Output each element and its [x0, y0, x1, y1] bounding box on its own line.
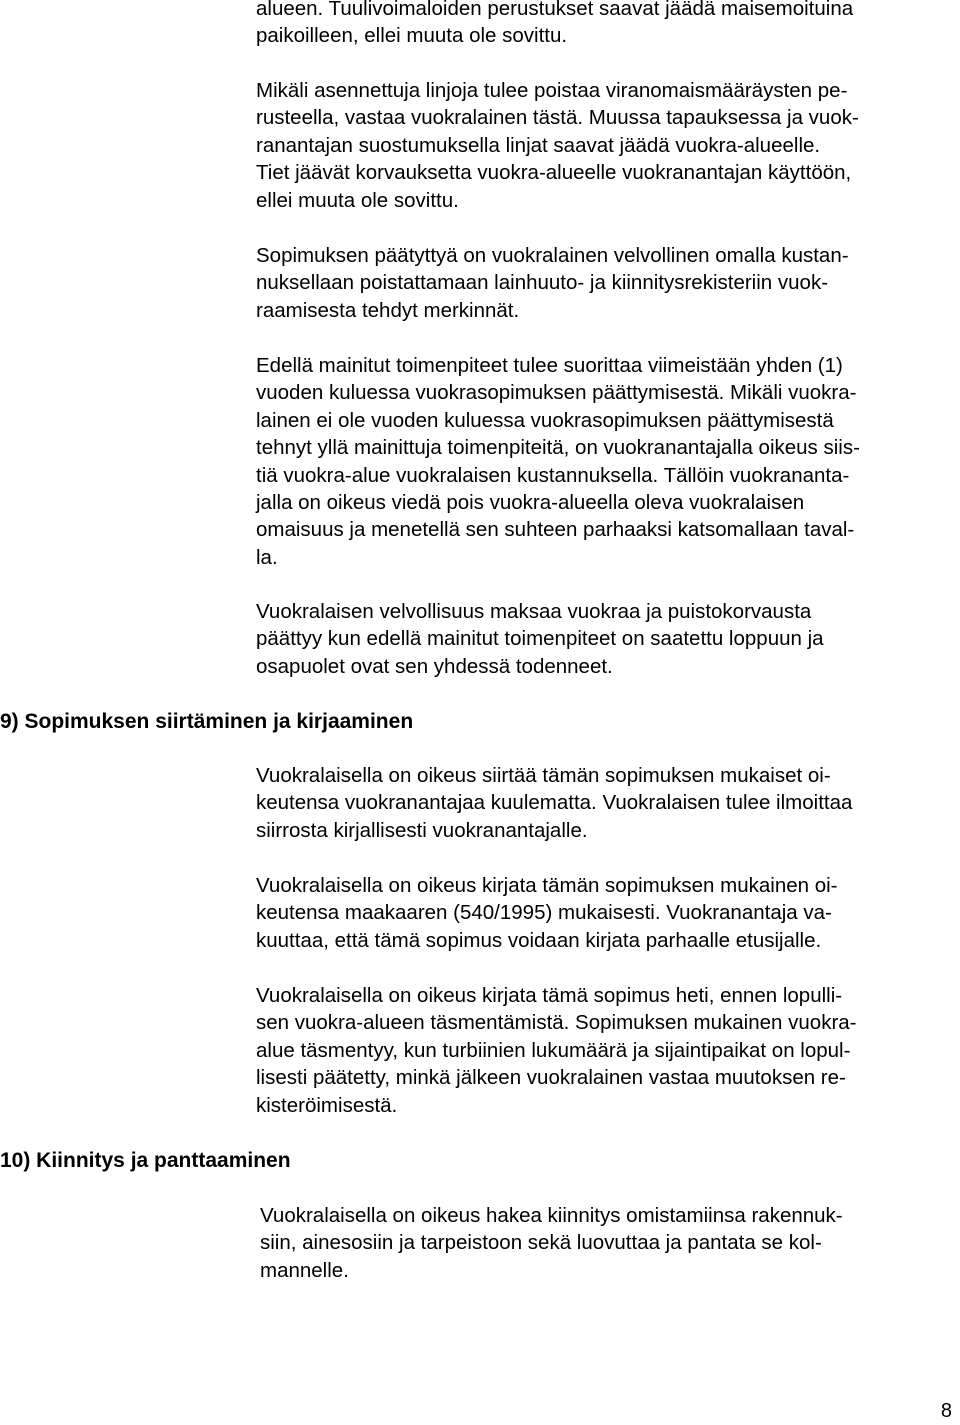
text-line: Vuokralaisella on oikeus kirjata tämä sopimus heti, ennen lopulli-: [256, 984, 843, 1007]
text-line: lisesti päätetty, minkä jälkeen vuokralainen vastaa muutoksen re-: [256, 1066, 846, 1090]
text-line: sen vuokra-alueen täsmentämistä. Sopimuksen mukainen vuokra-: [256, 1011, 857, 1035]
page-number: 8: [940, 1400, 952, 1422]
text-line: Vuokralaisella on oikeus kirjata tämän sopimuksen mukainen oi-: [256, 874, 838, 897]
text-line: alueen. Tuulivoimaloiden perustukset saavat jäädä maisemoituina: [256, 0, 854, 20]
text-line: tiä vuokra-alue vuokralaisen kustannuksella. Tällöin vuokrananta-: [256, 463, 850, 487]
text-line: mannelle.: [260, 1258, 349, 1282]
paragraph-transfer-rights: [256, 762, 852, 844]
section-heading-9: 9) Sopimuksen siirtäminen ja kirjaaminen: [0, 710, 414, 733]
text-line: siin, ainesosiin ja tarpeistoon sekä luovuttaa ja pantata se kol-: [260, 1231, 822, 1255]
text-line: vuoden kuluessa vuokrasopimuksen päättymisestä. Mikäli vuokra-: [256, 381, 857, 405]
paragraph-registry-entries: [256, 242, 849, 324]
paragraph-mortgage-pledge: [260, 1202, 843, 1284]
text-line: Vuokralaisella on oikeus hakea kiinnitys omistamiinsa rakennuk-: [260, 1204, 843, 1227]
text-line: keutensa maakaaren (540/1995) mukaisesti. Vuokranantaja va-: [256, 901, 832, 925]
text-line: päättyy kun edellä mainitut toimenpiteet on saatettu loppuun ja: [256, 627, 824, 651]
text-line: Edellä mainitut toimenpiteet tulee suorittaa viimeistään yhden (1): [256, 354, 843, 377]
section-heading-10: 10) Kiinnitys ja panttaaminen: [0, 1149, 291, 1172]
paragraph-lines-and-roads: [256, 77, 859, 214]
text-line: lainen ei ole vuoden kuluessa vuokrasopimuksen päättymisestä: [256, 408, 834, 432]
text-line: la.: [256, 545, 278, 569]
text-line: tehnyt yllä mainittuja toimenpiteitä, on vuokranantajalla oikeus siis-: [256, 436, 860, 460]
text-line: Sopimuksen päätyttyä on vuokralainen velvollinen omalla kustan-: [256, 244, 849, 267]
text-line: keutensa vuokranantajaa kuulematta. Vuokralaisen tulee ilmoittaa: [256, 791, 853, 815]
text-line: raamisesta tehdyt merkinnät.: [256, 298, 520, 322]
text-line: rusteella, vastaa vuokralainen tästä. Muussa tapauksessa ja vuok-: [256, 106, 859, 130]
paragraph-rent-obligation: [256, 598, 824, 680]
text-line: Mikäli asennettuja linjoja tulee poistaa viranomaismääräysten pe-: [256, 79, 848, 102]
text-line: siirrosta kirjallisesti vuokranantajalle.: [256, 818, 588, 842]
text-line: Vuokralaisen velvollisuus maksaa vuokraa ja puistokorvausta: [256, 600, 812, 623]
text-line: kuuttaa, että tämä sopimus voidaan kirjata parhaalle etusijalle.: [256, 928, 822, 952]
text-line: Vuokralaisella on oikeus siirtää tämän sopimuksen mukaiset oi-: [256, 764, 831, 787]
paragraph-removal-foundations: [256, 0, 853, 50]
text-line: kisteröimisestä.: [256, 1093, 398, 1117]
text-line: ranantajan suostumuksella linjat saavat jäädä vuokra-alueelle.: [256, 133, 821, 157]
text-line: alue täsmentyy, kun turbiinien lukumäärä ja sijaintipaikat on lopul-: [256, 1038, 851, 1062]
text-line: Tiet jäävät korvauksetta vuokra-alueelle vuokranantajan käyttöön,: [256, 161, 852, 185]
text-line: jalla on oikeus viedä pois vuokra-alueella oleva vuokralaisen: [256, 491, 805, 515]
text-line: paikoilleen, ellei muuta ole sovittu.: [256, 24, 568, 48]
text-line: osapuolet ovat sen yhdessä todenneet.: [256, 654, 613, 678]
text-line: nuksellaan poistattamaan lainhuuto- ja kiinnitysrekisteriin vuok-: [256, 271, 829, 295]
paragraph-registration-rights: [256, 872, 838, 954]
text-line: ellei muuta ole sovittu.: [256, 188, 459, 212]
paragraph-deadline-measures: [256, 352, 860, 571]
paragraph-area-specification: [256, 982, 857, 1119]
text-line: omaisuus ja menetellä sen suhteen parhaaksi katsomallaan taval-: [256, 518, 855, 542]
